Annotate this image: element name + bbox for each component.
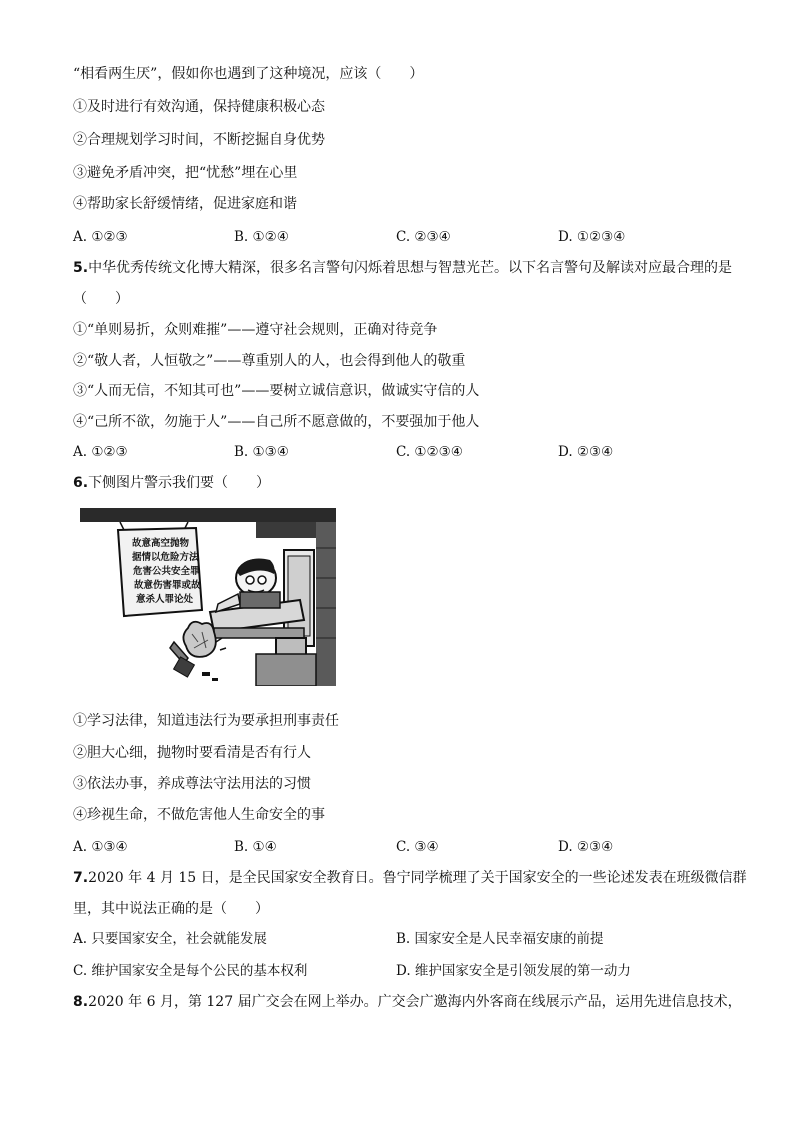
q4-option-c: C. ②③④: [396, 229, 451, 245]
q5-option-c: C. ①②③④: [396, 444, 463, 460]
q4-item-1: ①及时进行有效沟通，保持健康积极心态: [73, 99, 325, 115]
q7-option-d: D. 维护国家安全是引领发展的第一动力: [396, 963, 631, 979]
q8-stem: 2020 年 6 月，第 127 届广交会在网上举办。广交会广邀海内外客商在线展示产品，运用先进信息技术，: [88, 994, 742, 1010]
q5-number: 5.: [73, 260, 89, 276]
q5-option-a: A. ①②③: [73, 444, 128, 460]
q7-option-b: B. 国家安全是人民幸福安康的前提: [396, 931, 604, 947]
q6-item-4: ④珍视生命，不做危害他人生命安全的事: [73, 807, 325, 823]
sign-line-5: 意杀人罪论处: [136, 594, 194, 605]
q4-option-a: A. ①②③: [73, 229, 128, 245]
q7-number: 7.: [73, 870, 89, 886]
sign-line-4: 故意伤害罪或故: [134, 580, 201, 591]
q6-stem-line: [73, 473, 270, 493]
q4-item-3: ③避免矛盾冲突，把“忧愁”埋在心里: [73, 165, 298, 181]
q7-stem-line: [73, 868, 747, 888]
q5-stem-cont: （ ）: [73, 291, 129, 307]
high-altitude-littering-cartoon: [80, 508, 336, 686]
q7-stem-cont: 里，其中说法正确的是（ ）: [73, 901, 269, 917]
q4-option-b: B. ①②④: [234, 229, 289, 245]
q6-option-d: D. ②③④: [558, 839, 614, 855]
q6-item-1: ①学习法律，知道违法行为要承担刑事责任: [73, 713, 339, 729]
q5-option-d: D. ②③④: [558, 444, 614, 460]
q4-stem: “相看两生厌”，假如你也遇到了这种境况，应该（ ）: [73, 66, 424, 82]
q8-number: 8.: [73, 994, 89, 1010]
q5-stem-line: [73, 258, 732, 278]
q7-stem: 2020 年 4 月 15 日，是全民国家安全教育日。鲁宁同学梳理了关于国家安全的一些论述发表在班级微信群: [88, 870, 747, 886]
q5-item-3: ③“人而无信，不知其可也”——要树立诚信意识，做诚实守信的人: [73, 383, 480, 399]
q5-stem: 中华优秀传统文化博大精深，很多名言警句闪烁着思想与智慧光芒。以下名言警句及解读对应最合理的是: [88, 260, 733, 276]
q6-option-b: B. ①④: [234, 839, 277, 855]
sign-line-1: 故意高空抛物: [132, 538, 190, 549]
q6-number: 6.: [73, 475, 89, 491]
q6-stem: 下侧图片警示我们要（ ）: [88, 475, 271, 491]
q6-item-2: ②胆大心细，抛物时要看清是否有行人: [73, 745, 311, 761]
q4-item-2: ②合理规划学习时间，不断挖掘自身优势: [73, 132, 325, 148]
q5-item-1: ①“单则易折，众则难摧”——遵守社会规则，正确对待竞争: [73, 322, 438, 338]
q6-item-3: ③依法办事，养成尊法守法用法的习惯: [73, 776, 311, 792]
q6-option-a: A. ①③④: [73, 839, 128, 855]
q7-option-a: A. 只要国家安全，社会就能发展: [73, 931, 267, 947]
q5-option-b: B. ①③④: [234, 444, 289, 460]
q6-option-c: C. ③④: [396, 839, 439, 855]
q5-item-4: ④“己所不欲，勿施于人”——自己所不愿意做的，不要强加于他人: [73, 414, 480, 430]
q4-option-d: D. ①②③④: [558, 229, 626, 245]
q7-option-c: C. 维护国家安全是每个公民的基本权利: [73, 963, 308, 979]
sign-line-3: 危害公共安全罪: [133, 566, 200, 577]
q5-item-2: ②“敬人者，人恒敬之”——尊重别人的人，也会得到他人的敬重: [73, 353, 466, 369]
sign-line-2: 据情以危险方法: [132, 552, 199, 563]
q8-stem-line: [73, 992, 742, 1012]
q4-item-4: ④帮助家长舒缓情绪，促进家庭和谐: [73, 196, 297, 212]
